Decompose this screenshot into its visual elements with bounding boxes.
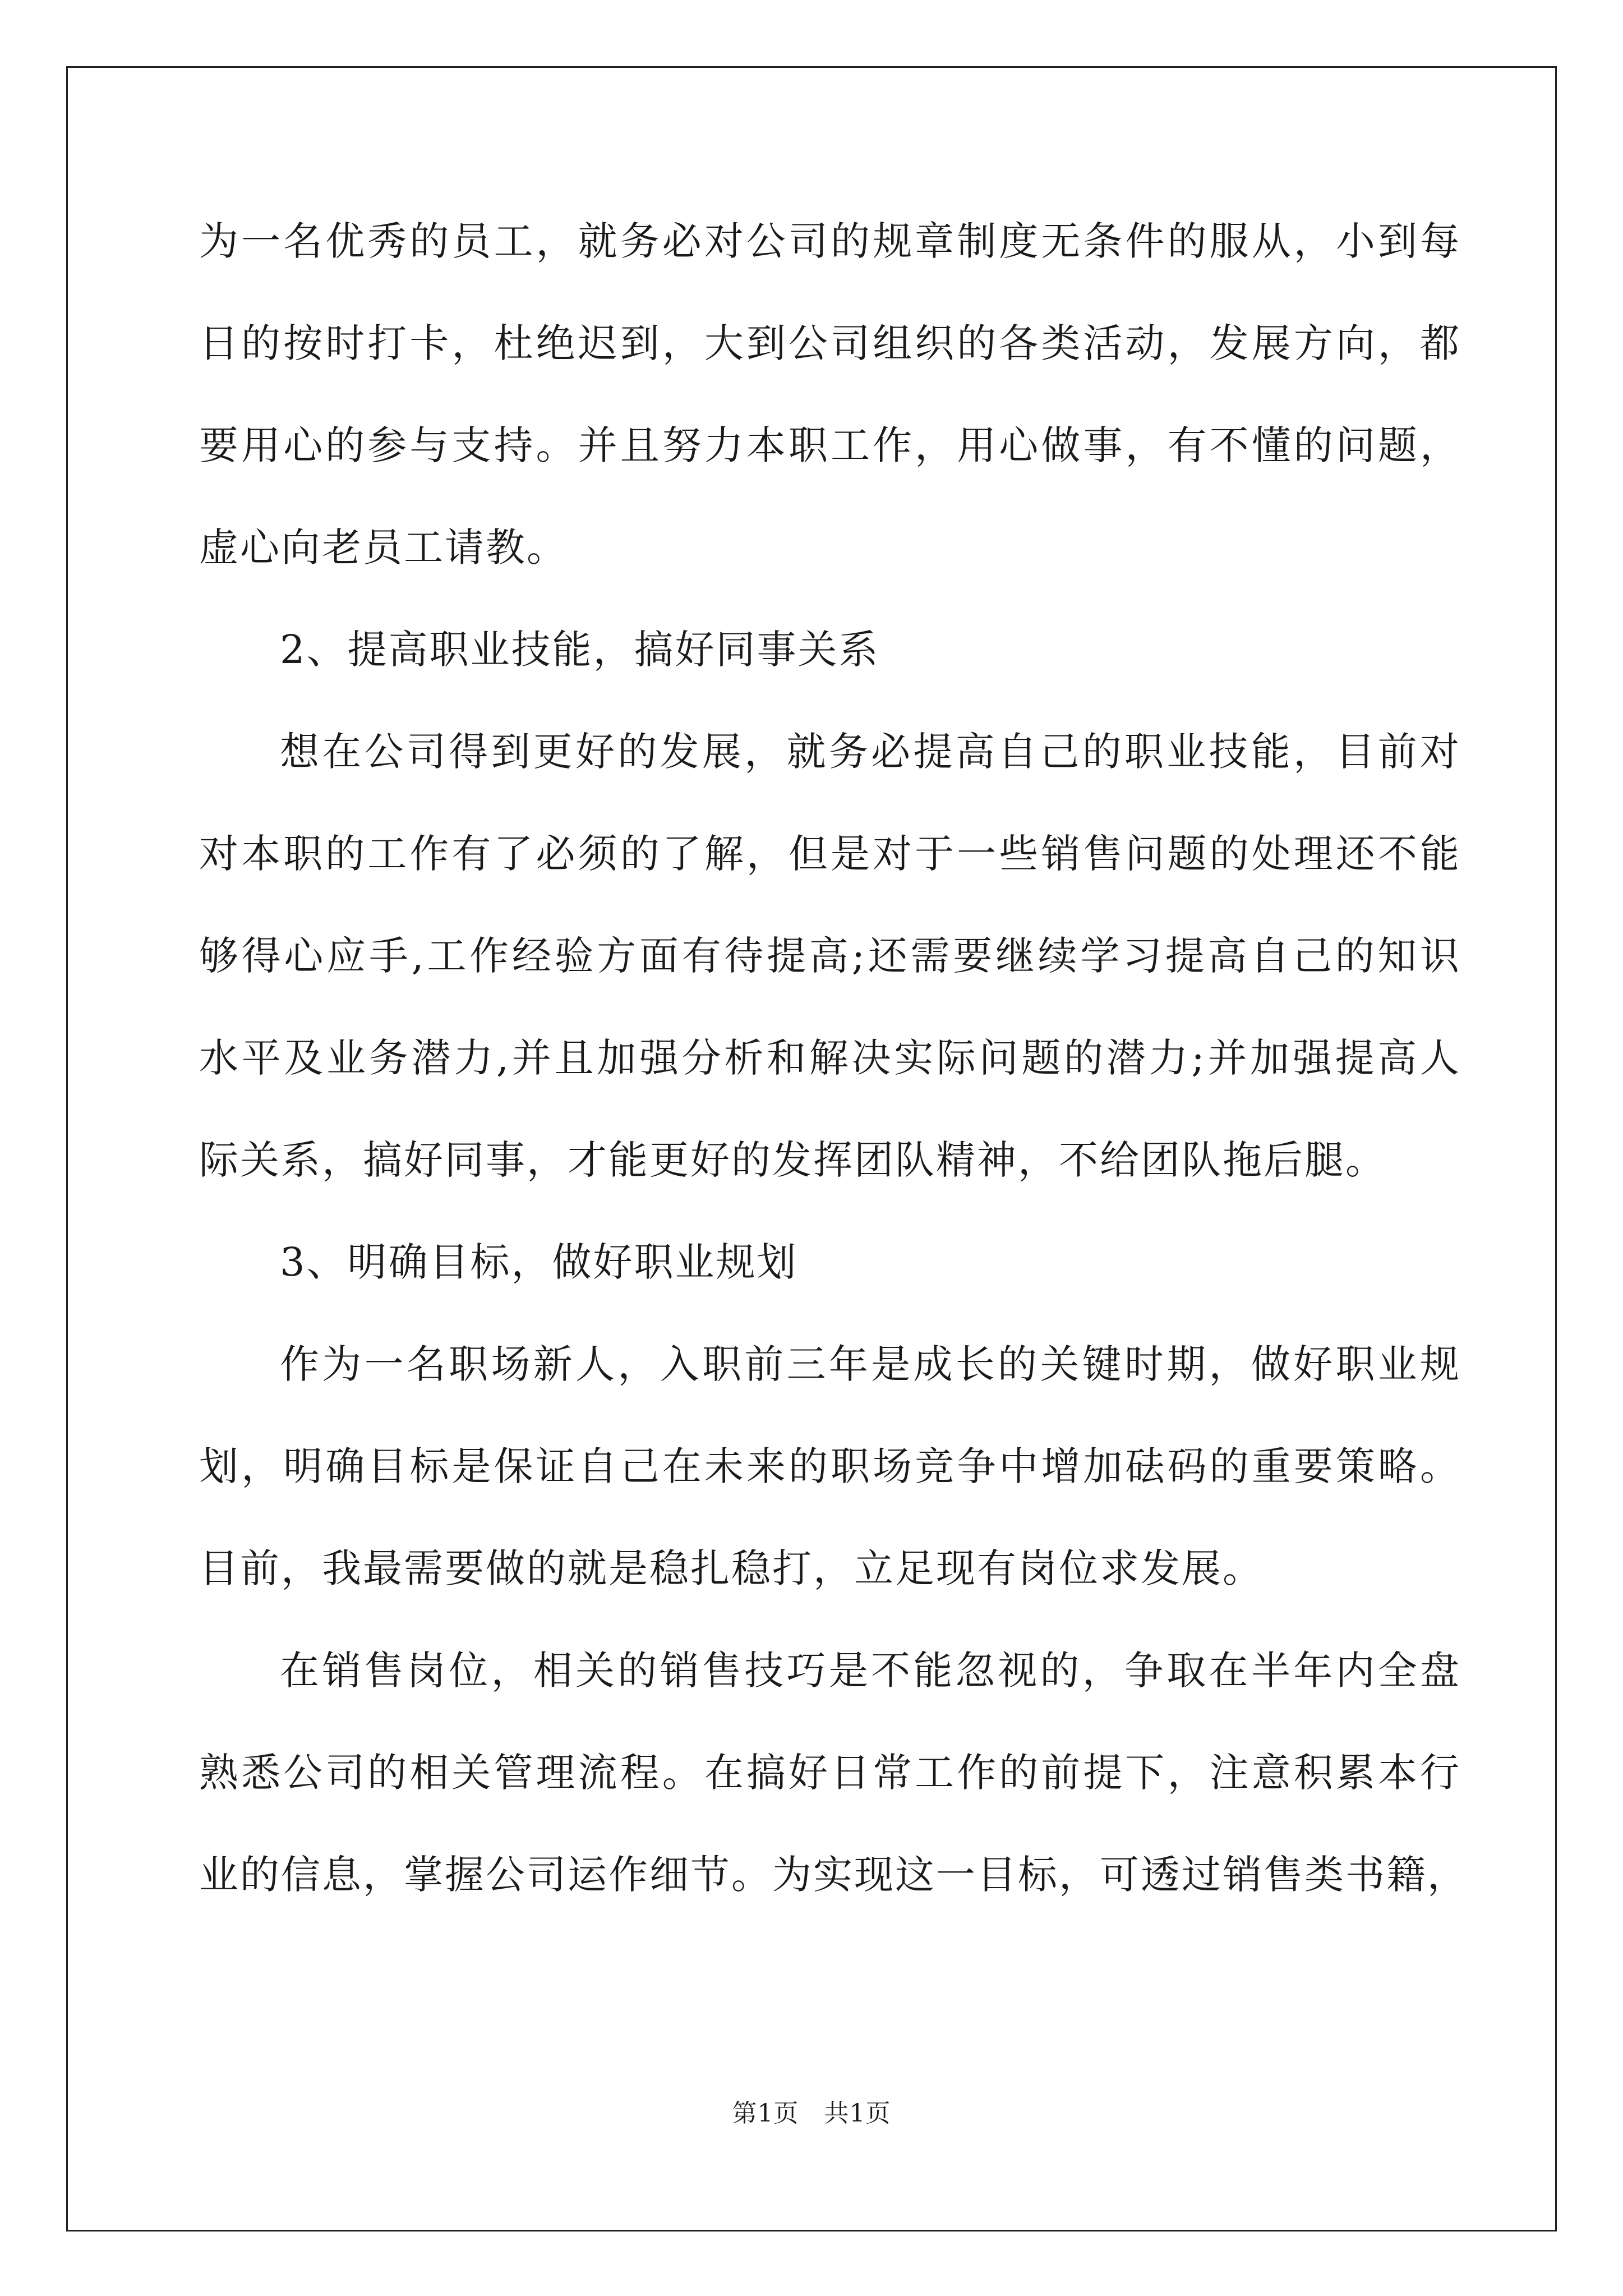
text-line: 想在公司得到更好的发展，就务必提高自己的职业技能，目前对 <box>280 729 1461 775</box>
text-line: 熟悉公司的相关管理流程。在搞好日常工作的前提下，注意积累本行 <box>199 1750 1461 1796</box>
text-line: 3、明确目标，做好职业规划 <box>280 1239 798 1285</box>
text-line: 作为一名职场新人，入职前三年是成长的关键时期，做好职业规 <box>280 1341 1461 1387</box>
text-line: 在销售岗位，相关的销售技巧是不能忽视的，争取在半年内全盘 <box>280 1648 1461 1694</box>
text-line: 为一名优秀的员工，就务必对公司的规章制度无条件的服从，小到每 <box>199 218 1461 264</box>
text-line: 够得心应手,工作经验方面有待提高;还需要继续学习提高自己的知识 <box>199 933 1461 979</box>
text-line: 业的信息，掌握公司运作细节。为实现这一目标，可透过销售类书籍， <box>199 1852 1468 1898</box>
text-line: 虚心向老员工请教。 <box>199 524 568 570</box>
text-line: 2、提高职业技能，搞好同事关系 <box>280 627 880 673</box>
text-line: 际关系，搞好同事，才能更好的发挥团队精神，不给团队拖后腿。 <box>199 1137 1386 1183</box>
text-line: 日的按时打卡，杜绝迟到，大到公司组织的各类活动，发展方向，都 <box>199 320 1461 366</box>
text-line: 水平及业务潜力,并且加强分析和解决实际问题的潜力;并加强提高人 <box>199 1035 1461 1081</box>
page-number-label: 第1页 共1页 <box>732 2099 891 2128</box>
document-body <box>199 214 1468 1950</box>
page-footer <box>0 2098 1623 2129</box>
text-line: 对本职的工作有了必须的了解，但是对于一些销售问题的处理还不能 <box>199 831 1461 877</box>
text-line: 目前，我最需要做的就是稳扎稳打，立足现有岗位求发展。 <box>199 1545 1264 1591</box>
text-line: 划，明确目标是保证自己在未来的职场竞争中增加砝码的重要策略。 <box>199 1443 1461 1489</box>
text-line: 要用心的参与支持。并且努力本职工作，用心做事，有不懂的问题， <box>199 422 1461 468</box>
